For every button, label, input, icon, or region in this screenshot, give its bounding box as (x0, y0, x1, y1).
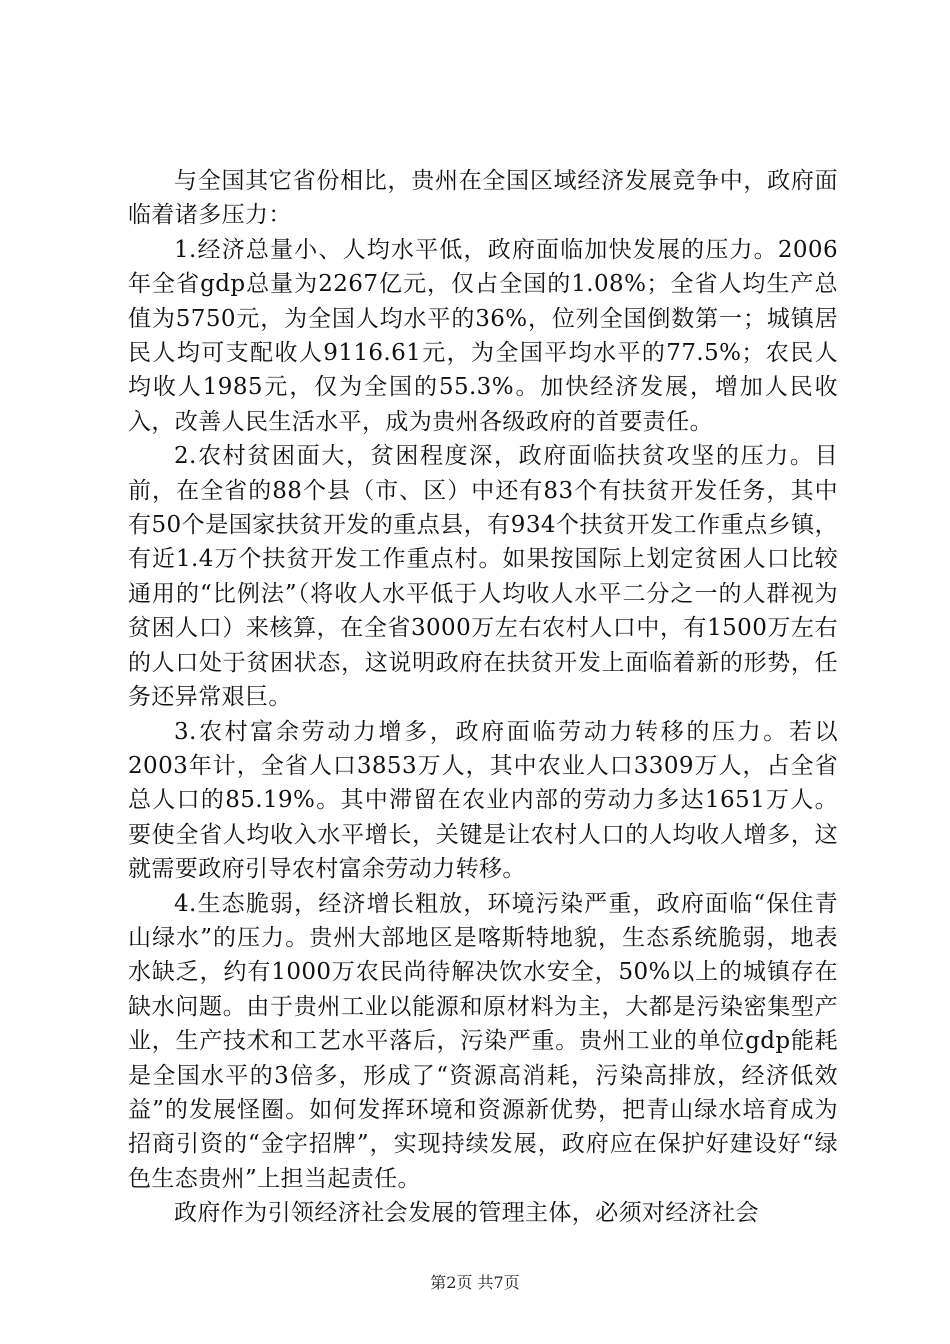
page-footer (0, 1273, 950, 1293)
page-number-label: 第2页 共7页 (430, 1273, 520, 1292)
document-body (128, 164, 838, 1231)
paragraph-conclusion: 政府作为引领经济社会发展的管理主体，必须对经济社会 (174, 1200, 759, 1227)
paragraph-point-2: 2.农村贫困面大，贫困程度深，政府面临扶贫攻坚的压力。目前，在全省的88个县（市、区）中还有83个有扶贫开发任务，其中有50个是国家扶贫开发的重点县，有934个扶贫开发工作重点乡镇，有近1.4万个扶贫开发工作重点村。如果按国际上划定贫困人口比较通用的“比例法”（将收人水平低于人均收人水平二分之一的人群视为贫困人口）来核算，在全省3000万左右农村人口中，有1500万左右的人口处于贫困状态，这说明政府在扶贫开发上面临着新的形势，任务还异常艰巨。 (128, 443, 838, 711)
paragraph-point-1: 1.经济总量小、人均水平低，政府面临加快发展的压力。2006年全省gdp总量为2267亿元，仅占全国的1.08%；全省人均生产总值为5750元，为全国人均水平的36%，位列全国倒数第一；城镇居民人均可支配收人9116.61元，为全国平均水平的77.5%；农民人均收人1985元，仅为全国的55.3%。加快经济发展，增加人民收入，改善人民生活水平，成为贵州各级政府的首要责任。 (128, 236, 838, 435)
paragraph-intro: 与全国其它省份相比，贵州在全国区域经济发展竞争中，政府面临着诸多压力： (128, 168, 838, 229)
paragraph-point-3: 3.农村富余劳动力增多，政府面临劳动力转移的压力。若以2003年计，全省人口3853万人，其中农业人口3309万人，占全省总人口的85.19%。其中滞留在农业内部的劳动力多达1651万人。要使全省人均收入水平增长，关键是让农村人口的人均收人增多，这就需要政府引导农村富余劳动力转移。 (128, 718, 838, 883)
paragraph-point-4: 4.生态脆弱，经济增长粗放，环境污染严重，政府面临“保住青山绿水”的压力。贵州大部地区是喀斯特地貌，生态系统脆弱，地表水缺乏，约有1000万农民尚待解决饮水安全，50%以上的城镇存在缺水问题。由于贵州工业以能源和原材料为主，大都是污染密集型产业，生产技术和工艺水平落后，污染严重。贵州工业的单位gdp能耗是全国水平的3倍多，形成了“资源高消耗，污染高排放，经济低效益”的发展怪圈。如何发挥环境和资源新优势，把青山绿水培育成为招商引资的“金字招牌”，实现持续发展，政府应在保护好建设好“绿色生态贵州”上担当起责任。 (128, 890, 838, 1192)
